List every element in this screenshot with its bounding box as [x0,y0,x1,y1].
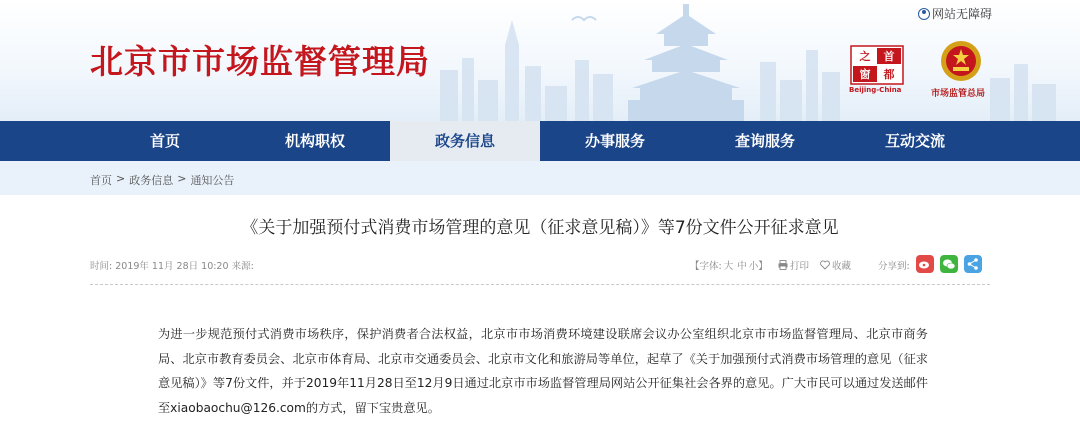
breadcrumb-notices[interactable]: 通知公告 [190,174,235,187]
svg-text:都: 都 [883,68,895,81]
nav-item-services[interactable]: 办事服务 [584,132,645,150]
font-small-button[interactable]: 小】 [748,261,768,272]
accessibility-icon [918,8,930,20]
nav-item-organization[interactable]: 机构职权 [284,132,345,150]
nav-item-government-info[interactable]: 政务信息 [390,121,540,161]
share-label: 分享到: [878,261,910,272]
favorite-button[interactable] [820,258,851,272]
heart-icon [820,260,830,270]
nav-item-query[interactable]: 查询服务 [734,132,795,150]
meta-divider [90,284,990,285]
breadcrumb-home[interactable]: 首页 [90,174,112,187]
print-button[interactable] [778,258,809,272]
article-title: 《关于加强预付式消费市场管理的意见（征求意见稿）》等7份文件公开征求意见 [241,218,839,238]
print-label: 打印 [790,261,810,272]
font-size-controls [690,258,768,272]
breadcrumb [90,172,234,188]
font-label: 【字体: [690,261,722,272]
accessibility-link[interactable] [918,5,992,22]
article-body [158,322,928,420]
favorite-label: 收藏 [832,261,852,272]
font-medium-button[interactable]: 中 [737,261,747,272]
wechat-icon[interactable] [940,255,958,273]
article-paragraph: 为进一步规范预付式消费市场秩序，保护消费者合法权益，北京市市场消费环境建设联席会议办公室组织北京市市场监督管理局、北京市商务局、北京市教育委员会、北京市体育局、北京市交通委员会、北京市文化和旅游局等单位，起草了《关于加强预付式消费市场管理的意见（征求意见稿）》等7份文件，并于2019年11月28日至12月9日通过北京市市场监督管理局网站公开征集社会各界的意见。广大市民可以通过发送邮件至xiaobaochu@126.com的方式，留下宝贵意见。 [158,327,928,415]
breadcrumb-separator: > [177,172,187,185]
capital-logo-caption: Beijing-China [849,86,902,94]
emblem-caption: 市场监管总局 [931,89,986,99]
font-large-button[interactable]: 大 [723,261,734,272]
svg-text:首: 首 [883,50,895,63]
nav-item-home[interactable]: 首页 [149,132,180,150]
breadcrumb-government-info[interactable]: 政务信息 [129,174,174,187]
time-value: 2019年 11月 28日 10:20 [115,261,229,272]
site-header [0,0,1080,121]
site-title[interactable]: 北京市市场监督管理局 [90,42,430,81]
svg-text:窗: 窗 [859,68,871,81]
printer-icon [778,260,788,270]
source-label: 来源: [231,261,254,272]
article-meta [90,258,990,272]
weibo-icon[interactable] [916,255,934,273]
breadcrumb-bar [0,161,1080,195]
national-emblem-icon[interactable] [940,40,982,82]
main-nav [0,121,1080,161]
nav-item-interaction[interactable]: 互动交流 [884,132,945,150]
publish-info [90,258,254,272]
time-label: 时间: [90,261,113,272]
share-icon[interactable] [964,255,982,273]
breadcrumb-separator: > [116,172,126,185]
accessibility-label: 网站无障碍 [931,7,992,21]
svg-text:之: 之 [859,50,871,63]
